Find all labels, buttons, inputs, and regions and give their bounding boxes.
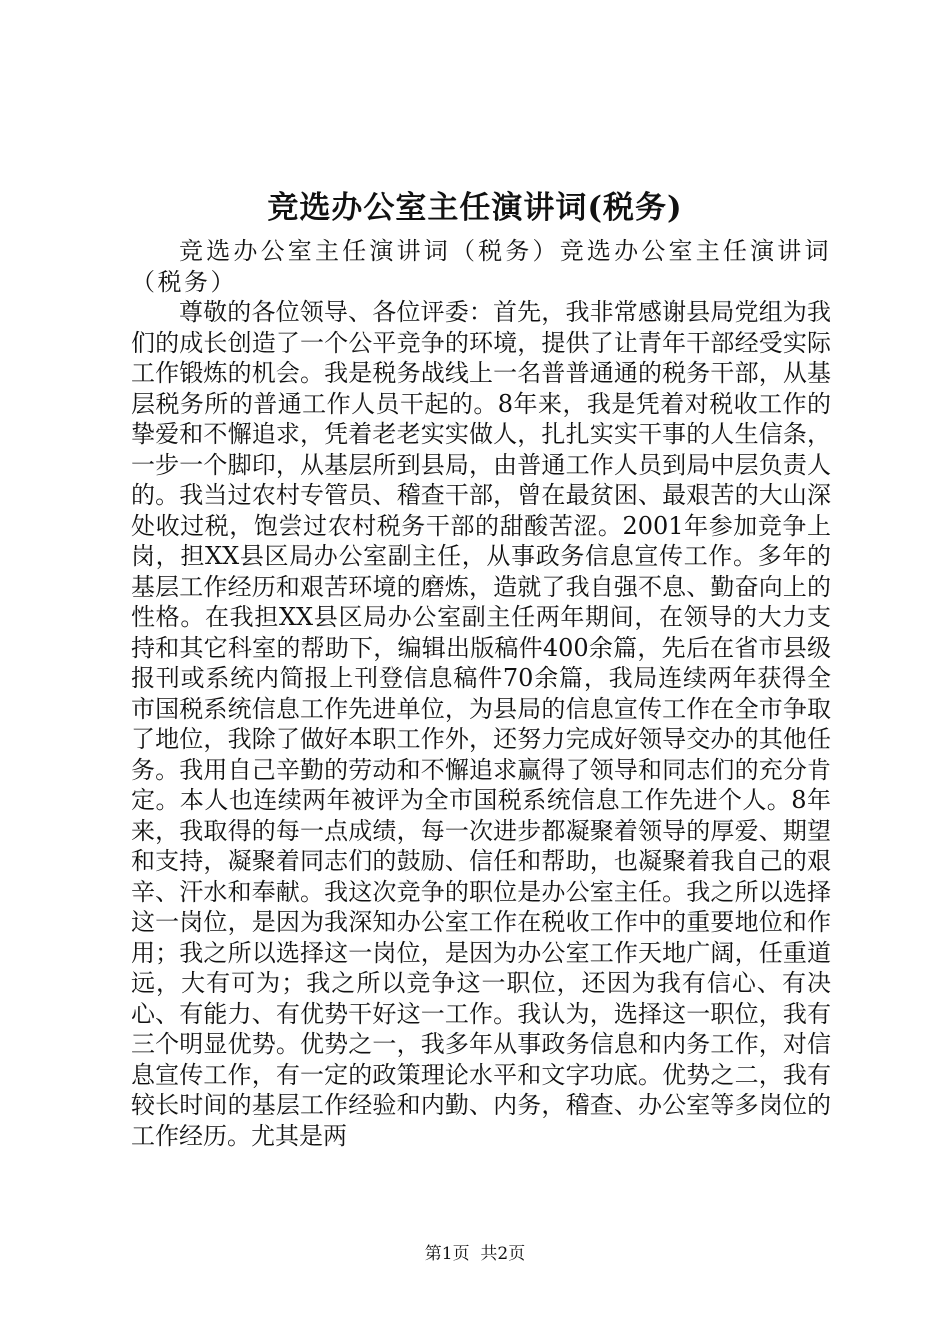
document-title: 竞选办公室主任演讲词(税务) (267, 190, 683, 226)
page-number-total: 共2页 (480, 1244, 526, 1264)
document-body (131, 236, 831, 1151)
body-paragraph: 尊敬的各位领导、各位评委：首先，我非常感谢县局党组为我们的成长创造了一个公平竞争的环境，提供了让青年干部经受实际工作锻炼的机会。我是税务战线上一名普普通通的税务干部，从基层税务所的普通工作人员干起的。8年来，我是凭着对税收工作的挚爱和不懈追求，凭着老老实实做人，扎扎实实干事的人生信条，一步一个脚印，从基层所到县局，由普通工作人员到局中层负责人的。我当过农村专管员、稽查干部，曾在最贫困、最艰苦的大山深处收过税，饱尝过农村税务干部的甜酸苦涩。2001年参加竞争上岗，担XX县区局办公室副主任，从事政务信息宣传工作。多年的基层工作经历和艰苦环境的磨炼，造就了我自强不息、勤奋向上的性格。在我担XX县区局办公室副主任两年期间，在领导的大力支持和其它科室的帮助下，编辑出版稿件400余篇，先后在省市县级报刊或系统内简报上刊登信息稿件70余篇，我局连续两年获得全市国税系统信息工作先进单位，为县局的信息宣传工作在全市争取了地位，我除了做好本职工作外，还努力完成好领导交办的其他任务。我用自己辛勤的劳动和不懈追求赢得了领导和同志们的充分肯定。本人也连续两年被评为全市国税系统信息工作先进个人。8年来，我取得的每一点成绩，每一次进步都凝聚着领导的厚爱、期望和支持，凝聚着同志们的鼓励、信任和帮助，也凝聚着我自己的艰辛、汗水和奉献。我这次竞争的职位是办公室主任。我之所以选择这一岗位，是因为我深知办公室工作在税收工作中的重要地位和作用；我之所以选择这一岗位，是因为办公室工作天地广阔，任重道远，大有可为；我之所以竞争这一职位，还因为我有信心、有决心、有能力、有优势干好这一工作。我认为，选择这一职位，我有三个明显优势。优势之一，我多年从事政务信息和内务工作，对信息宣传工作，有一定的政策理论水平和文字功底。优势之二，我有较长时间的基层工作经验和内勤、内务，稽查、办公室等多岗位的工作经历。尤其是两 (131, 298, 831, 1150)
intro-paragraph: 竞选办公室主任演讲词（税务）竞选办公室主任演讲词（税务） (131, 237, 831, 296)
footer-separator (470, 1244, 481, 1264)
page-number-current: 第1页 (424, 1244, 470, 1264)
page-footer (0, 1242, 950, 1266)
